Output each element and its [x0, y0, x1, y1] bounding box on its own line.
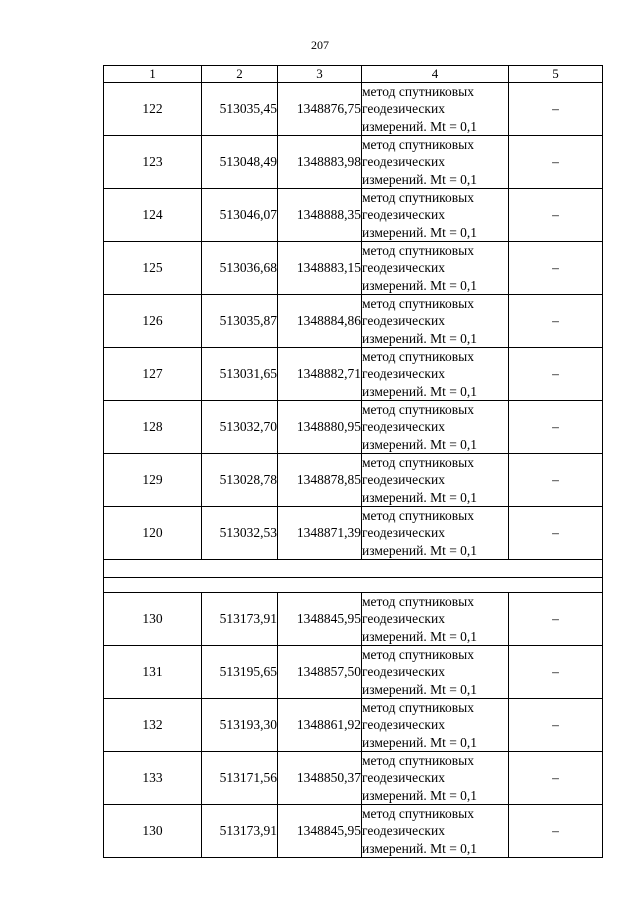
accuracy-dash: –	[509, 401, 603, 454]
table-header-row	[104, 66, 603, 83]
method-line: метод спутниковых	[362, 647, 474, 663]
point-number: 131	[104, 646, 202, 699]
accuracy-dash: –	[509, 646, 603, 699]
accuracy-dash: –	[509, 699, 603, 752]
header-col-5: 5	[509, 66, 603, 83]
point-number: 130	[104, 805, 202, 858]
table-row	[104, 646, 603, 699]
separator-row	[104, 578, 603, 593]
method-line: геодезических	[362, 154, 445, 170]
separator-cell	[104, 560, 603, 578]
accuracy-dash: –	[509, 805, 603, 858]
method-description	[362, 401, 509, 454]
method-description	[362, 805, 509, 858]
method-line: измерений. Mt = 0,1	[362, 489, 478, 505]
point-number: 125	[104, 242, 202, 295]
method-line: геодезических	[362, 207, 445, 223]
point-number: 127	[104, 348, 202, 401]
separator-cell	[104, 578, 603, 593]
method-description	[362, 507, 509, 560]
method-line: геодезических	[362, 611, 445, 627]
accuracy-dash: –	[509, 242, 603, 295]
method-line: метод спутниковых	[362, 806, 474, 822]
coordinate-x: 513195,65	[202, 646, 278, 699]
method-line: геодезических	[362, 664, 445, 680]
method-line: измерений. Mt = 0,1	[362, 330, 478, 346]
point-number: 124	[104, 189, 202, 242]
method-line: измерений. Mt = 0,1	[362, 118, 478, 134]
method-line: измерений. Mt = 0,1	[362, 628, 478, 644]
table-row	[104, 348, 603, 401]
coordinate-y: 1348845,95	[278, 593, 362, 646]
method-line: метод спутниковых	[362, 455, 474, 471]
table-row	[104, 454, 603, 507]
method-line: измерений. Mt = 0,1	[362, 436, 478, 452]
method-line: измерений. Mt = 0,1	[362, 383, 478, 399]
header-col-3: 3	[278, 66, 362, 83]
coordinate-y: 1348883,98	[278, 136, 362, 189]
coordinate-y: 1348845,95	[278, 805, 362, 858]
method-line: измерений. Mt = 0,1	[362, 734, 478, 750]
table-row	[104, 593, 603, 646]
method-description	[362, 295, 509, 348]
table-row	[104, 136, 603, 189]
method-line: геодезических	[362, 823, 445, 839]
point-number: 128	[104, 401, 202, 454]
header-col-4: 4	[362, 66, 509, 83]
table-row	[104, 752, 603, 805]
method-line: геодезических	[362, 313, 445, 329]
method-line: измерений. Mt = 0,1	[362, 681, 478, 697]
accuracy-dash: –	[509, 454, 603, 507]
method-line: метод спутниковых	[362, 402, 474, 418]
method-description	[362, 83, 509, 136]
method-line: метод спутниковых	[362, 349, 474, 365]
coordinate-x: 513028,78	[202, 454, 278, 507]
table-row	[104, 507, 603, 560]
coordinate-x: 513036,68	[202, 242, 278, 295]
coordinate-x: 513171,56	[202, 752, 278, 805]
accuracy-dash: –	[509, 348, 603, 401]
point-number: 133	[104, 752, 202, 805]
coordinate-y: 1348861,92	[278, 699, 362, 752]
point-number: 129	[104, 454, 202, 507]
coordinates-table-body	[104, 66, 603, 858]
point-number: 126	[104, 295, 202, 348]
method-line: геодезических	[362, 770, 445, 786]
header-col-1: 1	[104, 66, 202, 83]
method-line: метод спутниковых	[362, 700, 474, 716]
coordinate-x: 513193,30	[202, 699, 278, 752]
method-line: измерений. Mt = 0,1	[362, 787, 478, 803]
method-line: геодезических	[362, 366, 445, 382]
coordinate-y: 1348857,50	[278, 646, 362, 699]
method-line: геодезических	[362, 717, 445, 733]
coordinate-x: 513048,49	[202, 136, 278, 189]
point-number: 130	[104, 593, 202, 646]
accuracy-dash: –	[509, 189, 603, 242]
method-line: геодезических	[362, 101, 445, 117]
method-line: метод спутниковых	[362, 508, 474, 524]
method-line: измерений. Mt = 0,1	[362, 224, 478, 240]
table-row	[104, 401, 603, 454]
table-row	[104, 242, 603, 295]
method-line: метод спутниковых	[362, 296, 474, 312]
table-row	[104, 805, 603, 858]
method-line: метод спутниковых	[362, 594, 474, 610]
coordinate-x: 513035,45	[202, 83, 278, 136]
accuracy-dash: –	[509, 295, 603, 348]
method-description	[362, 593, 509, 646]
method-description	[362, 646, 509, 699]
method-line: метод спутниковых	[362, 243, 474, 259]
table-row	[104, 699, 603, 752]
method-line: измерений. Mt = 0,1	[362, 171, 478, 187]
coordinate-y: 1348883,15	[278, 242, 362, 295]
method-line: метод спутниковых	[362, 753, 474, 769]
coordinate-x: 513173,91	[202, 593, 278, 646]
method-description	[362, 752, 509, 805]
table-row	[104, 83, 603, 136]
separator-row	[104, 560, 603, 578]
method-line: метод спутниковых	[362, 84, 474, 100]
point-number: 123	[104, 136, 202, 189]
coordinate-y: 1348884,86	[278, 295, 362, 348]
point-number: 132	[104, 699, 202, 752]
method-description	[362, 348, 509, 401]
accuracy-dash: –	[509, 752, 603, 805]
coordinates-table	[103, 65, 603, 858]
method-description	[362, 454, 509, 507]
coordinate-x: 513032,53	[202, 507, 278, 560]
coordinate-y: 1348880,95	[278, 401, 362, 454]
coordinate-y: 1348882,71	[278, 348, 362, 401]
accuracy-dash: –	[509, 507, 603, 560]
header-col-2: 2	[202, 66, 278, 83]
coordinate-y: 1348876,75	[278, 83, 362, 136]
method-line: метод спутниковых	[362, 137, 474, 153]
accuracy-dash: –	[509, 593, 603, 646]
page-number: 207	[311, 38, 329, 52]
method-line: геодезических	[362, 525, 445, 541]
coordinate-y: 1348871,39	[278, 507, 362, 560]
accuracy-dash: –	[509, 83, 603, 136]
method-line: геодезических	[362, 419, 445, 435]
method-description	[362, 189, 509, 242]
coordinate-y: 1348888,35	[278, 189, 362, 242]
coordinate-x: 513035,87	[202, 295, 278, 348]
method-line: геодезических	[362, 260, 445, 276]
method-description	[362, 242, 509, 295]
method-line: измерений. Mt = 0,1	[362, 277, 478, 293]
coordinate-x: 513046,07	[202, 189, 278, 242]
method-description	[362, 699, 509, 752]
coordinate-x: 513173,91	[202, 805, 278, 858]
method-line: метод спутниковых	[362, 190, 474, 206]
coordinate-y: 1348878,85	[278, 454, 362, 507]
point-number: 122	[104, 83, 202, 136]
accuracy-dash: –	[509, 136, 603, 189]
method-description	[362, 136, 509, 189]
point-number: 120	[104, 507, 202, 560]
coordinate-x: 513031,65	[202, 348, 278, 401]
table-row	[104, 189, 603, 242]
method-line: измерений. Mt = 0,1	[362, 542, 478, 558]
coordinate-x: 513032,70	[202, 401, 278, 454]
coordinate-y: 1348850,37	[278, 752, 362, 805]
method-line: геодезических	[362, 472, 445, 488]
method-line: измерений. Mt = 0,1	[362, 840, 478, 856]
table-row	[104, 295, 603, 348]
